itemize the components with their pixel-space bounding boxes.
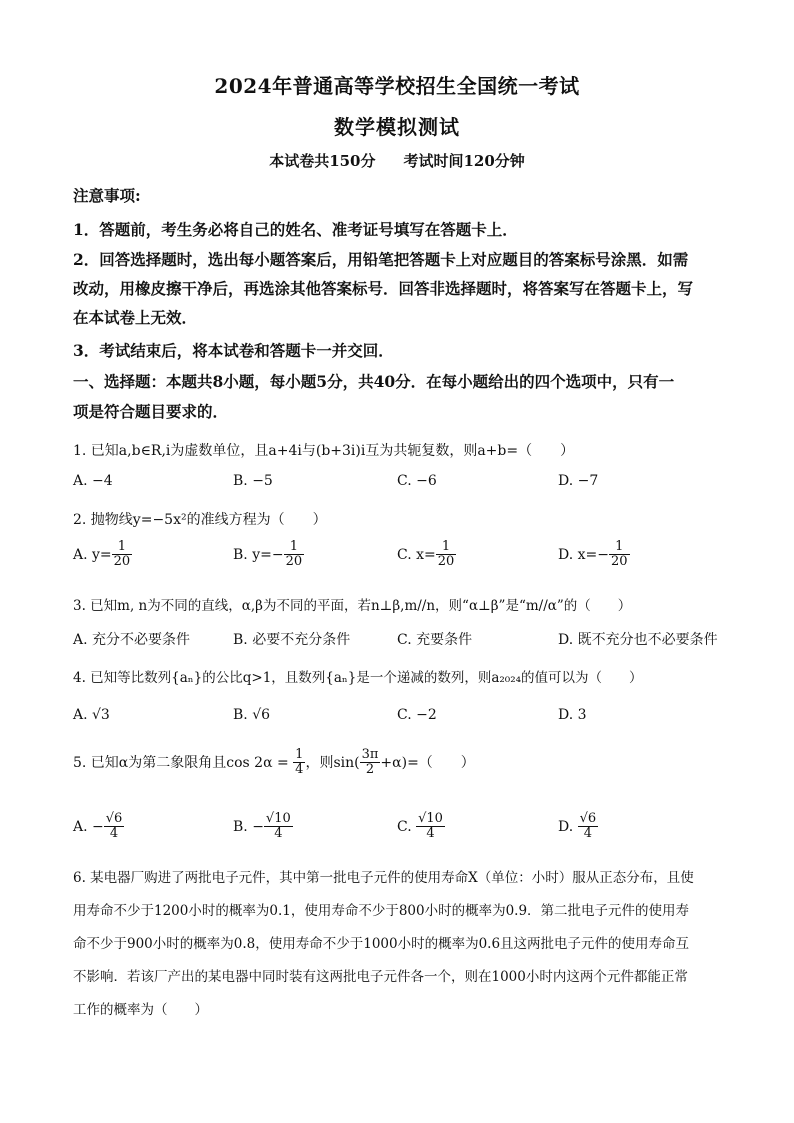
question-1-options: [73, 473, 733, 513]
q1-option-c: C. −6: [397, 473, 437, 489]
note-2-line-1: 2．回答选择题时，选出每小题答案后，用铅笔把答题卡上对应题目的答案标号涂黑．如需: [73, 250, 689, 269]
q3-option-c: C. 充要条件: [397, 632, 473, 648]
q3-option-a: A. 充分不必要条件: [73, 632, 191, 648]
question-5-stem: 5. 已知α为第二象限角且cos 2α = $\frac{1}{4}$ ，则sin( $\frac{3\pi}{2}$ +α)=（ ）: [73, 747, 475, 778]
q2-option-b: B. y=− $\frac{1}{20}$: [233, 539, 303, 570]
notes-heading: 注意事项:: [73, 186, 141, 205]
q1-option-b: B. −5: [233, 473, 273, 489]
q6-line-3: 命不少于900小时的概率为0.8，使用寿命不少于1000小时的概率为0.6且这两批电子元件的使用寿命互: [73, 936, 690, 952]
q6-line-2: 用寿命不少于1200小时的概率为0.1，使用寿命不少于800小时的概率为0.9．第二批电子元件的使用寿: [73, 903, 690, 919]
q6-line-1: 6. 某电器厂购进了两批电子元件，其中第一批电子元件的使用寿命X（单位：小时）服从正态分布，且使: [73, 870, 694, 886]
note-3: 3．考试结束后，将本试卷和答题卡一并交回．: [73, 341, 394, 360]
q1-option-a: A. −4: [73, 473, 113, 489]
time-info: 考试时间120分钟: [403, 152, 525, 170]
exam-subtitle: 数学模拟测试: [334, 115, 460, 139]
note-2-line-2: 改动，用橡皮擦干净后，再选涂其他答案标号．回答非选择题时，将答案写在答题卡上，写: [73, 279, 694, 298]
q4-option-c: C. −2: [397, 707, 437, 723]
q6-line-4: 不影响．若该厂产出的某电器中同时装有这两批电子元件各一个，则在1000小时内这两个元件都能正常: [73, 969, 688, 985]
q5-option-b: B. − $\frac{√10}{4}$: [233, 811, 291, 842]
score-info: 本试卷共150分: [269, 152, 376, 170]
question-6-stem: [73, 862, 723, 1027]
q5-option-d: D. $\frac{√6}{4}$: [558, 811, 597, 842]
q4-option-b: B. √6: [233, 707, 271, 723]
q5-option-c: C. $\frac{√10}{4}$: [397, 811, 443, 842]
q1-option-d: D. −7: [558, 473, 599, 489]
q4-option-a: A. √3: [73, 707, 110, 723]
q3-option-d: D. 既不充分也不必要条件: [558, 632, 718, 648]
question-1-stem: 1. 已知a,b∈R,i为虚数单位，且a+4i与(b+3i)i互为共轭复数，则a+b=（ ）: [73, 443, 575, 459]
question-4-stem: 4. 已知等比数列{aₙ}的公比q>1，且数列{aₙ}是一个递减的数列，则a₂₀₂₄的值可以为（ ）: [73, 670, 643, 686]
note-2-line-3: 在本试卷上无效．: [73, 308, 198, 327]
q3-option-b: B. 必要不充分条件: [233, 632, 351, 648]
section-heading-line-2: 项是符合题目要求的．: [73, 402, 229, 421]
exam-title: 2024年普通高等学校招生全国统一考试: [214, 74, 580, 98]
question-3-stem: 3. 已知m, n为不同的直线，α,β为不同的平面，若n⊥β,m//n，则“α⊥β”是“m//α”的（ ）: [73, 598, 632, 614]
question-4-options: [73, 707, 733, 747]
question-2-stem: 2. 抛物线y=−5x²的准线方程为（ ）: [73, 512, 327, 528]
q2-option-c: C. x= $\frac{1}{20}$: [397, 539, 455, 570]
question-5-options: [73, 812, 733, 852]
q6-line-5: 工作的概率为（ ）: [73, 1002, 208, 1018]
q2-option-a: A. y= $\frac{1}{20}$: [73, 539, 131, 570]
note-1: 1．答题前，考生务必将自己的姓名、准考证号填写在答题卡上．: [73, 220, 518, 239]
question-2-options: [73, 540, 733, 580]
q2-option-d: D. x=− $\frac{1}{20}$: [558, 539, 628, 570]
q5-option-a: A. − $\frac{√6}{4}$: [73, 811, 123, 842]
q4-option-d: D. 3: [558, 707, 587, 723]
section-heading-line-1: 一、选择题：本题共8小题，每小题5分，共40分．在每小题给出的四个选项中，只有一: [73, 372, 675, 391]
question-3-options: [73, 629, 733, 669]
exam-info: [0, 150, 794, 171]
